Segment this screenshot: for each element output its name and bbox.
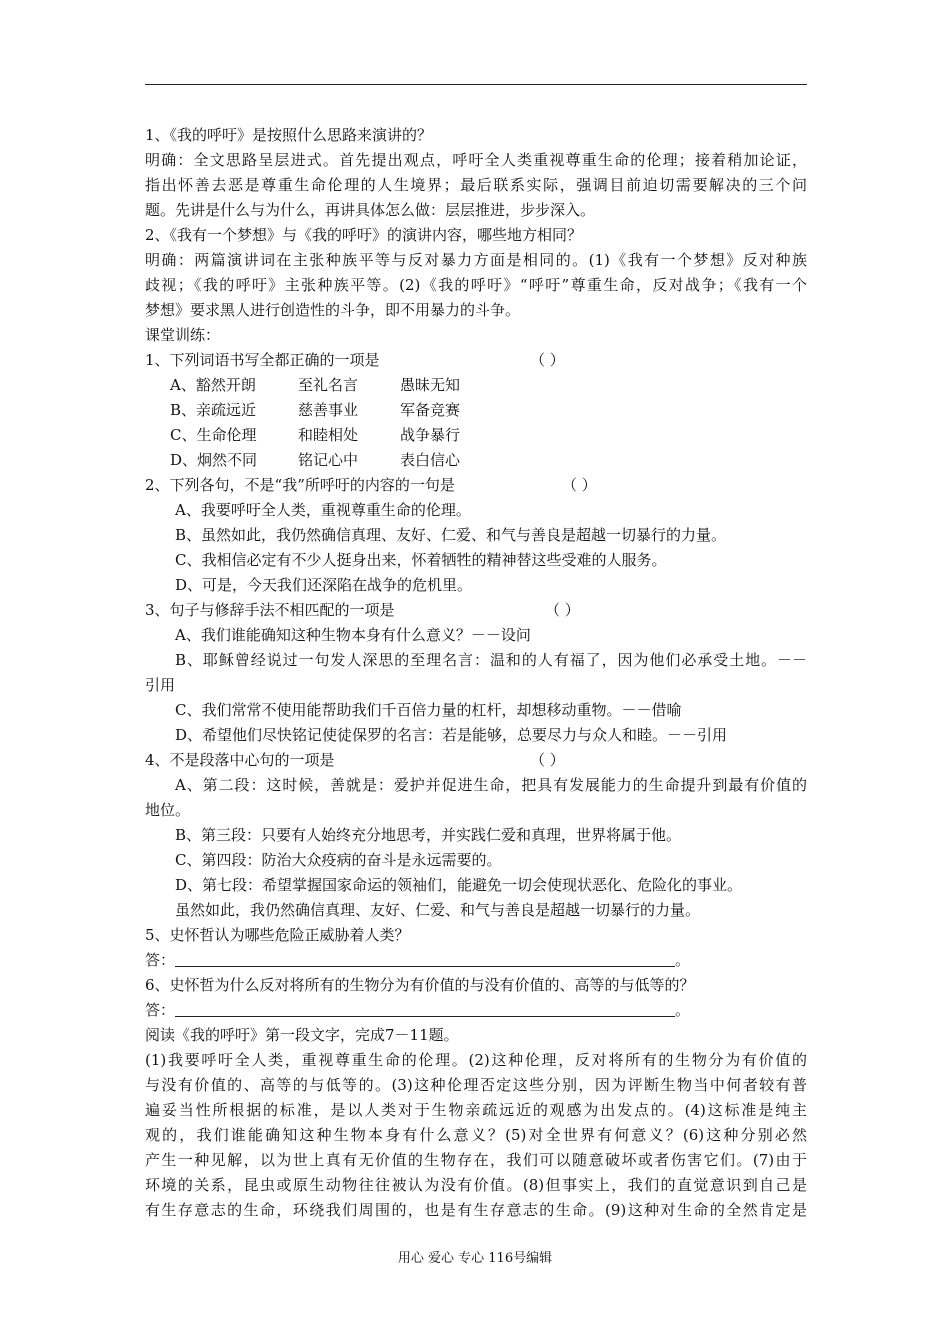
answer-bracket: （ ） xyxy=(545,601,580,619)
line-text: 1、《我的呼吁》是按照什么思路来演讲的？ xyxy=(145,126,433,144)
line-end-punct: 。 xyxy=(675,1001,691,1019)
line-text: 与没有价值的、高等的与低等的。(3)这种伦理否定这些分别，因为评断生物当中何者较有普 xyxy=(145,1076,807,1094)
line-text: A、我要呼吁全人类，重视尊重生命的伦理。 xyxy=(175,501,471,519)
line-text: D、可是，今天我们还深陷在战争的危机里。 xyxy=(175,576,473,594)
text-line xyxy=(145,798,807,823)
text-line xyxy=(145,598,807,623)
page-footer: 用心 爱心 专心 116号编辑 xyxy=(397,1251,553,1266)
text-line xyxy=(145,173,807,198)
option-text: D、炯然不同 xyxy=(170,451,258,469)
line-text: C、第四段：防治大众疫病的奋斗是永远需要的。 xyxy=(175,851,502,869)
text-line xyxy=(145,298,807,323)
line-text: 题。先讲是什么与为什么，再讲具体怎么做：层层推进，步步深入。 xyxy=(145,201,596,219)
option-text: 愚昧无知 xyxy=(400,376,461,394)
text-line xyxy=(145,273,807,298)
line-end-punct: 。 xyxy=(675,951,691,969)
text-line xyxy=(145,998,807,1023)
option-text: 表白信心 xyxy=(400,451,461,469)
text-line xyxy=(145,223,807,248)
line-text: 答： xyxy=(145,951,176,969)
answer-blank[interactable] xyxy=(175,999,675,1017)
text-line xyxy=(145,1198,807,1223)
line-text: C、我相信必定有不少人挺身出来，怀着牺牲的精神替这些受难的人服务。 xyxy=(175,551,667,569)
answer-options xyxy=(145,373,807,398)
line-text: 明确：两篇演讲词在主张种族平等与反对暴力方面是相同的。(1)《我有一个梦想》反对种族 xyxy=(145,251,807,269)
option-text: B、亲疏远近 xyxy=(170,401,257,419)
text-line xyxy=(145,1123,807,1148)
line-text: 地位。 xyxy=(145,801,191,819)
option-text: 至礼名言 xyxy=(298,376,359,394)
text-line xyxy=(145,923,807,948)
line-text: 产生一种见解，以为世上真有无价值的生物存在，我们可以随意破坏或者伤害它们。(7)由于 xyxy=(145,1151,807,1169)
answer-bracket: （ ） xyxy=(530,351,565,369)
line-text: 答： xyxy=(145,1001,176,1019)
line-text: 4、不是段落中心句的一项是 xyxy=(145,751,335,769)
text-line xyxy=(145,148,807,173)
answer-options xyxy=(145,448,807,473)
line-text: 2、下列各句，不是“我”所呼吁的内容的一句是 xyxy=(145,476,455,494)
text-line xyxy=(145,1023,807,1048)
text-line xyxy=(145,648,807,673)
line-text: 观的，我们谁能确知这种生物本身有什么意义？(5)对全世界有何意义？(6)这种分别必然 xyxy=(145,1126,807,1144)
line-text: (1)我要呼吁全人类，重视尊重生命的伦理。(2)这种伦理，反对将所有的生物分为有价值的 xyxy=(145,1051,807,1069)
line-text: 6、史怀哲为什么反对将所有的生物分为有价值的与没有价值的、高等的与低等的？ xyxy=(145,976,695,994)
line-text: 虽然如此，我仍然确信真理、友好、仁爱、和气与善良是超越一切暴行的力量。 xyxy=(175,901,701,919)
option-text: 慈善事业 xyxy=(298,401,359,419)
text-line xyxy=(145,748,807,773)
line-text: 指出怀善去恶是尊重生命伦理的人生境界；最后联系实际，强调目前迫切需要解决的三个问 xyxy=(145,176,807,194)
text-line xyxy=(145,1098,807,1123)
line-text: B、虽然如此，我仍然确信真理、友好、仁爱、和气与善良是超越一切暴行的力量。 xyxy=(175,526,727,544)
answer-bracket: （ ） xyxy=(562,476,597,494)
line-text: 2、《我有一个梦想》与《我的呼吁》的演讲内容，哪些地方相同？ xyxy=(145,226,583,244)
line-text: D、希望他们尽快铭记使徒保罗的名言：若是能够，总要尽力与众人和睦。－－引用 xyxy=(175,726,728,744)
text-line xyxy=(145,898,807,923)
header-rule xyxy=(145,84,807,85)
document-body xyxy=(145,123,807,1223)
line-text: B、第三段：只要有人始终充分地思考，并实践仁爱和真理，世界将属于他。 xyxy=(175,826,682,844)
line-text: D、第七段：希望掌握国家命运的领袖们，能避免一切会使现状恶化、危险化的事业。 xyxy=(175,876,743,894)
text-line xyxy=(145,698,807,723)
line-text: 有生存意志的生命，环绕我们周围的，也是有生存意志的生命。(9)这种对生命的全然肯定是 xyxy=(145,1201,807,1219)
line-text: 课堂训练： xyxy=(145,326,221,344)
text-line xyxy=(145,248,807,273)
option-text: A、豁然开朗 xyxy=(170,376,256,394)
line-text: 歧视；《我的呼吁》主张种族平等。(2)《我的呼吁》“呼吁”尊重生命，反对战争；《我有一个 xyxy=(145,276,807,294)
text-line xyxy=(145,973,807,998)
answer-options xyxy=(145,398,807,423)
line-text: 遍妥当性所根据的标准，是以人类对于生物亲疏远近的观感为出发点的。(4)这标准是纯主 xyxy=(145,1101,807,1119)
answer-bracket: （ ） xyxy=(530,751,565,769)
line-text: 5、史怀哲认为哪些危险正威胁着人类？ xyxy=(145,926,410,944)
line-text: 梦想》要求黑人进行创造性的斗争，即不用暴力的斗争。 xyxy=(145,301,521,319)
option-text: 战争暴行 xyxy=(400,426,461,444)
text-line xyxy=(145,723,807,748)
text-line xyxy=(145,198,807,223)
line-text: 明确：全文思路呈层进式。首先提出观点，呼吁全人类重视尊重生命的伦理；接着稍加论证， xyxy=(145,151,807,169)
text-line xyxy=(145,498,807,523)
option-text: 和睦相处 xyxy=(298,426,359,444)
text-line xyxy=(145,773,807,798)
text-line xyxy=(145,848,807,873)
option-text: C、生命伦理 xyxy=(170,426,257,444)
line-text: A、我们谁能确知这种生物本身有什么意义？－－设问 xyxy=(175,626,531,644)
text-line xyxy=(145,573,807,598)
text-line xyxy=(145,673,807,698)
text-line xyxy=(145,548,807,573)
text-line xyxy=(145,323,807,348)
text-line xyxy=(145,473,807,498)
line-text: 1、下列词语书写全都正确的一项是 xyxy=(145,351,380,369)
answer-options xyxy=(145,423,807,448)
text-line xyxy=(145,1073,807,1098)
text-line xyxy=(145,1173,807,1198)
line-text: A、第二段：这时候，善就是：爱护并促进生命，把具有发展能力的生命提升到最有价值的 xyxy=(175,776,807,794)
text-line xyxy=(145,1048,807,1073)
answer-blank[interactable] xyxy=(175,949,675,967)
text-line xyxy=(145,873,807,898)
text-line xyxy=(145,348,807,373)
text-line xyxy=(145,523,807,548)
option-text: 铭记心中 xyxy=(298,451,359,469)
line-text: C、我们常常不使用能帮助我们千百倍力量的杠杆，却想移动重物。－－借喻 xyxy=(175,701,682,719)
line-text: 3、句子与修辞手法不相匹配的一项是 xyxy=(145,601,395,619)
text-line xyxy=(145,623,807,648)
option-text: 军备竞赛 xyxy=(400,401,461,419)
line-text: B、耶稣曾经说过一句发人深思的至理名言：温和的人有福了，因为他们必承受土地。－－ xyxy=(175,651,807,669)
line-text: 引用 xyxy=(145,676,176,694)
text-line xyxy=(145,1148,807,1173)
line-text: 环境的关系，昆虫或原生动物往往被认为没有价值。(8)但事实上，我们的直觉意识到自己是 xyxy=(145,1176,807,1194)
line-text: 阅读《我的呼吁》第一段文字，完成7－11题。 xyxy=(145,1026,459,1044)
text-line xyxy=(145,823,807,848)
text-line xyxy=(145,948,807,973)
text-line xyxy=(145,123,807,148)
